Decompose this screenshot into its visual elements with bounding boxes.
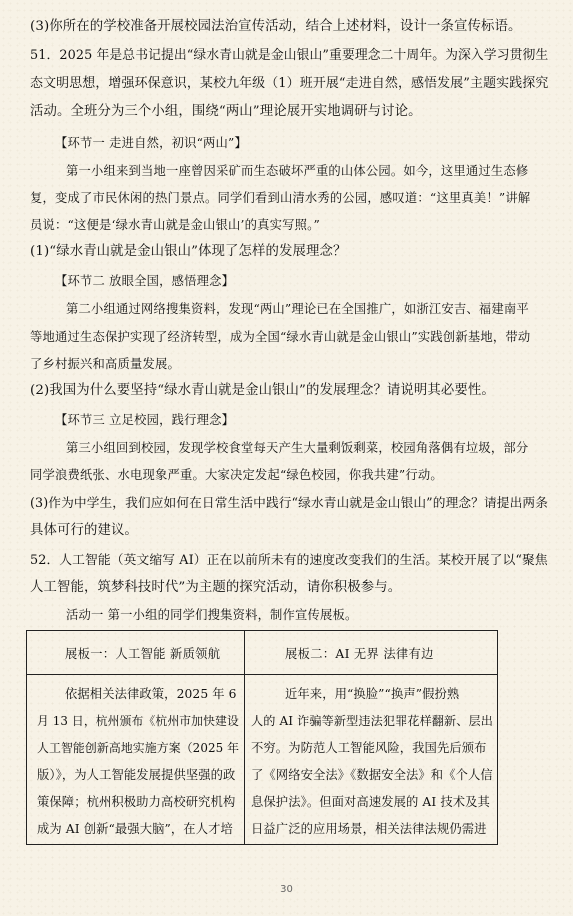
table-divider-vertical: [244, 631, 245, 844]
link-1-title: 【环节一 走进自然，初识“两山”】: [55, 136, 248, 150]
link-2-text-line-2: 等地通过生态保护实现了经济转型，成为全国“绿水青山就是金山银山”实践创新基地，带动: [30, 330, 531, 344]
link-1-text-line-1: 第一小组来到当地一座曾因采矿而生态破坏严重的山体公园。如今，这里通过生态修: [66, 164, 529, 178]
question-51-1: (1)“绿水青山就是金山银山”体现了怎样的发展理念？: [30, 244, 347, 259]
table-header-right: 展板二：AI 无界 法律有边: [285, 647, 434, 661]
right-cell-line-4: 了《网络安全法》《数据安全法》和《个人信: [251, 768, 493, 782]
question-51-intro-line-2: 态文明思想，增强环保意识，某校九年级（1）班开展“走进自然，感悟发展”主题实践探究: [30, 76, 549, 91]
question-51-intro-line-3: 活动。全班分为三个小组，围绕“两山”理论展开实地调研与讨论。: [30, 104, 422, 119]
question-52-intro-line-2: 人工智能，筑梦科技时代”为主题的探究活动，请你积极参与。: [30, 580, 402, 595]
right-cell-line-5: 息保护法》。但面对高速发展的 AI 技术及其: [251, 795, 490, 809]
left-cell-line-3: 人工智能创新高地实施方案（2025 年: [37, 741, 240, 755]
link-2-title: 【环节二 放眼全国，感悟理念】: [55, 274, 235, 288]
left-cell-line-1: 依据相关法律政策，2025 年 6: [65, 687, 237, 701]
link-2-text-line-1: 第二小组通过网络搜集资料，发现“两山”理论已在全国推广，如浙江安吉、福建南平: [66, 302, 529, 316]
link-2-text-line-3: 了乡村振兴和高质量发展。: [30, 357, 180, 371]
right-cell-line-3: 不穷。为防范人工智能风险，我国先后颁布: [251, 741, 487, 755]
table-header-left: 展板一：人工智能 新质领航: [65, 647, 221, 661]
link-3-text-line-2: 同学浪费纸张、水电现象严重。大家决定发起“绿色校园，你我共建”行动。: [30, 468, 443, 482]
display-board-table: [26, 630, 498, 845]
question-51-3-line-2: 具体可行的建议。: [30, 523, 138, 538]
question-51-intro-line-1: 51．2025 年是总书记提出“绿水青山就是金山银山”重要理念二十周年。为深入学习贯彻生: [30, 48, 549, 63]
left-cell-line-4: 版）》，为人工智能发展提供坚强的政: [37, 768, 236, 782]
link-1-text-line-3: 员说：“这便是‘绿水青山就是金山银山’的真实写照。”: [30, 218, 320, 232]
table-divider-horizontal: [27, 674, 497, 675]
page-number: 30: [280, 884, 293, 895]
link-1-text-line-2: 复，变成了市民休闲的热门景点。同学们看到山清水秀的公园，感叹道：“这里真美！”讲解: [30, 191, 531, 205]
left-cell-line-2: 月 13 日，杭州颁布《杭州市加快建设: [37, 714, 239, 728]
link-3-title: 【环节三 立足校园，践行理念】: [55, 413, 235, 427]
right-cell-line-2: 人的 AI 诈骗等新型违法犯罪花样翻新、层出: [251, 714, 494, 728]
question-51-3-line-1: (3)作为中学生，我们应如何在日常生活中践行“绿水青山就是金山银山”的理念？请提出两条: [30, 495, 549, 510]
right-cell-line-1: 近年来，用“换脸”“换声”假扮熟: [285, 687, 460, 701]
question-50-3: (3)你所在的学校准备开展校园法治宣传活动，结合上述材料，设计一条宣传标语。: [30, 19, 522, 34]
link-3-text-line-1: 第三小组回到校园，发现学校食堂每天产生大量剩饭剩菜，校园角落偶有垃圾，部分: [66, 441, 529, 455]
right-cell-line-6: 日益广泛的应用场景，相关法律法规仍需进: [251, 822, 487, 836]
left-cell-line-6: 成为 AI 创新“最强大脑”，在人才培: [37, 822, 233, 836]
question-51-2: (2)我国为什么要坚持“绿水青山就是金山银山”的发展理念？请说明其必要性。: [30, 383, 495, 398]
activity-1: 活动一 第一小组的同学们搜集资料，制作宣传展板。: [66, 608, 358, 622]
left-cell-line-5: 策保障；杭州积极助力高校研究机构: [37, 795, 236, 809]
question-52-intro-line-1: 52．人工智能（英文缩写 AI）正在以前所未有的速度改变我们的生活。某校开展了以“聚焦: [30, 553, 548, 568]
